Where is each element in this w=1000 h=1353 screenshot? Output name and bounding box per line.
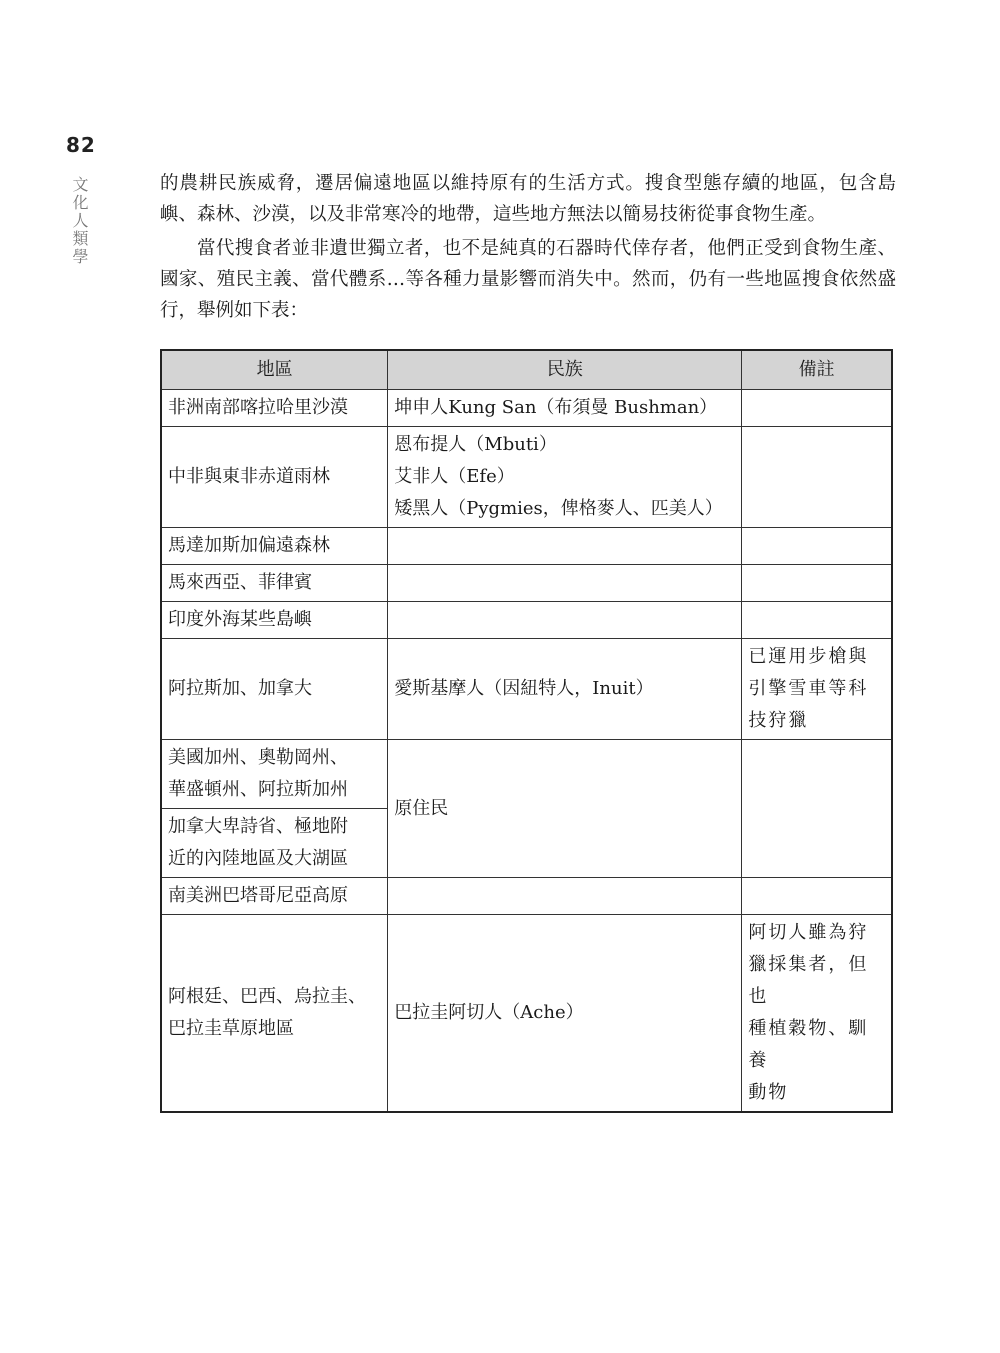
region-cell (161, 809, 388, 878)
table-row (161, 915, 892, 1113)
cell-line: 恩布提人（Mbuti） (394, 434, 557, 455)
cell-line: 美國加州、奧勒岡州、 (168, 747, 348, 768)
cell-line: 馬達加斯加偏遠森林 (168, 535, 330, 556)
cell-line: 阿切人雖為狩 (748, 922, 869, 943)
cell-line: 中非與東非赤道雨林 (168, 466, 330, 487)
people-cell (388, 878, 742, 915)
cell-line: 華盛頓州、阿拉斯加州 (168, 779, 348, 800)
cell-line: 阿拉斯加、加拿大 (168, 678, 312, 699)
note-cell (742, 390, 892, 427)
cell-line: 南美洲巴塔哥尼亞高原 (168, 885, 348, 906)
note-cell (742, 565, 892, 602)
note-cell (742, 602, 892, 639)
region-cell (161, 390, 388, 427)
table-row (161, 602, 892, 639)
region-cell (161, 639, 388, 740)
table-row (161, 528, 892, 565)
people-cell (388, 740, 742, 878)
table-row (161, 740, 892, 809)
cell-line: 技狩獵 (748, 710, 809, 731)
paragraph-2: 當代搜食者並非遺世獨立者，也不是純真的石器時代倖存者，他們正受到食物生產、國家、殖民主義、當代體系…等各種力量影響而消失中。然而，仍有一些地區搜食依然盛行，舉例如下表： (160, 238, 896, 321)
cell-line: 已運用步槍與 (748, 646, 869, 667)
table-header-row (161, 350, 892, 390)
note-cell (742, 878, 892, 915)
cell-line: 阿根廷、巴西、烏拉圭、 (168, 986, 366, 1007)
region-cell (161, 878, 388, 915)
table-row (161, 878, 892, 915)
people-cell (388, 528, 742, 565)
region-cell (161, 528, 388, 565)
people-cell (388, 639, 742, 740)
cell-line: 印度外海某些島嶼 (168, 609, 312, 630)
people-cell (388, 390, 742, 427)
header-people: 民族 (388, 350, 742, 390)
region-cell (161, 740, 388, 809)
people-cell (388, 427, 742, 528)
running-title: 文化人類學 (70, 176, 89, 266)
cell-line: 近的內陸地區及大湖區 (168, 848, 348, 869)
foragers-table (160, 349, 893, 1113)
paragraph-1: 的農耕民族威脅，遷居偏遠地區以維持原有的生活方式。搜食型態存續的地區，包含島嶼、森林、沙漠，以及非常寒冷的地帶，這些地方無法以簡易技術從事食物生產。 (160, 173, 896, 225)
note-cell (742, 639, 892, 740)
cell-line: 巴拉圭阿切人（Ache） (394, 1002, 584, 1023)
cell-line: 坤申人Kung San（布須曼 Bushman） (394, 397, 718, 418)
region-cell (161, 565, 388, 602)
cell-line: 矮黑人（Pygmies，俾格麥人、匹美人） (394, 498, 723, 519)
cell-line: 引擎雪車等科 (748, 678, 869, 699)
cell-line: 非洲南部喀拉哈里沙漠 (168, 397, 348, 418)
note-cell (742, 740, 892, 878)
note-cell (742, 427, 892, 528)
note-cell (742, 915, 892, 1113)
region-cell (161, 602, 388, 639)
people-cell (388, 565, 742, 602)
cell-line: 獵採集者，但也 (748, 954, 869, 1007)
table-row (161, 390, 892, 427)
cell-line: 種植穀物、馴養 (748, 1018, 869, 1071)
header-region: 地區 (161, 350, 388, 390)
cell-line: 巴拉圭草原地區 (168, 1018, 294, 1039)
people-cell (388, 915, 742, 1113)
note-cell (742, 528, 892, 565)
cell-line: 原住民 (394, 797, 449, 819)
table-row (161, 565, 892, 602)
cell-line: 馬來西亞、菲律賓 (168, 572, 312, 593)
cell-line: 愛斯基摩人（因紐特人，Inuit） (394, 678, 654, 699)
people-cell (388, 602, 742, 639)
region-cell (161, 915, 388, 1113)
region-cell (161, 427, 388, 528)
table-row (161, 427, 892, 528)
table-row (161, 639, 892, 740)
cell-line: 加拿大卑詩省、極地附 (168, 816, 348, 837)
page-number: 82 (66, 133, 96, 157)
body-text (160, 168, 896, 326)
cell-line: 艾非人（Efe） (394, 466, 515, 487)
cell-line: 動物 (748, 1082, 789, 1103)
header-note: 備註 (742, 350, 892, 390)
